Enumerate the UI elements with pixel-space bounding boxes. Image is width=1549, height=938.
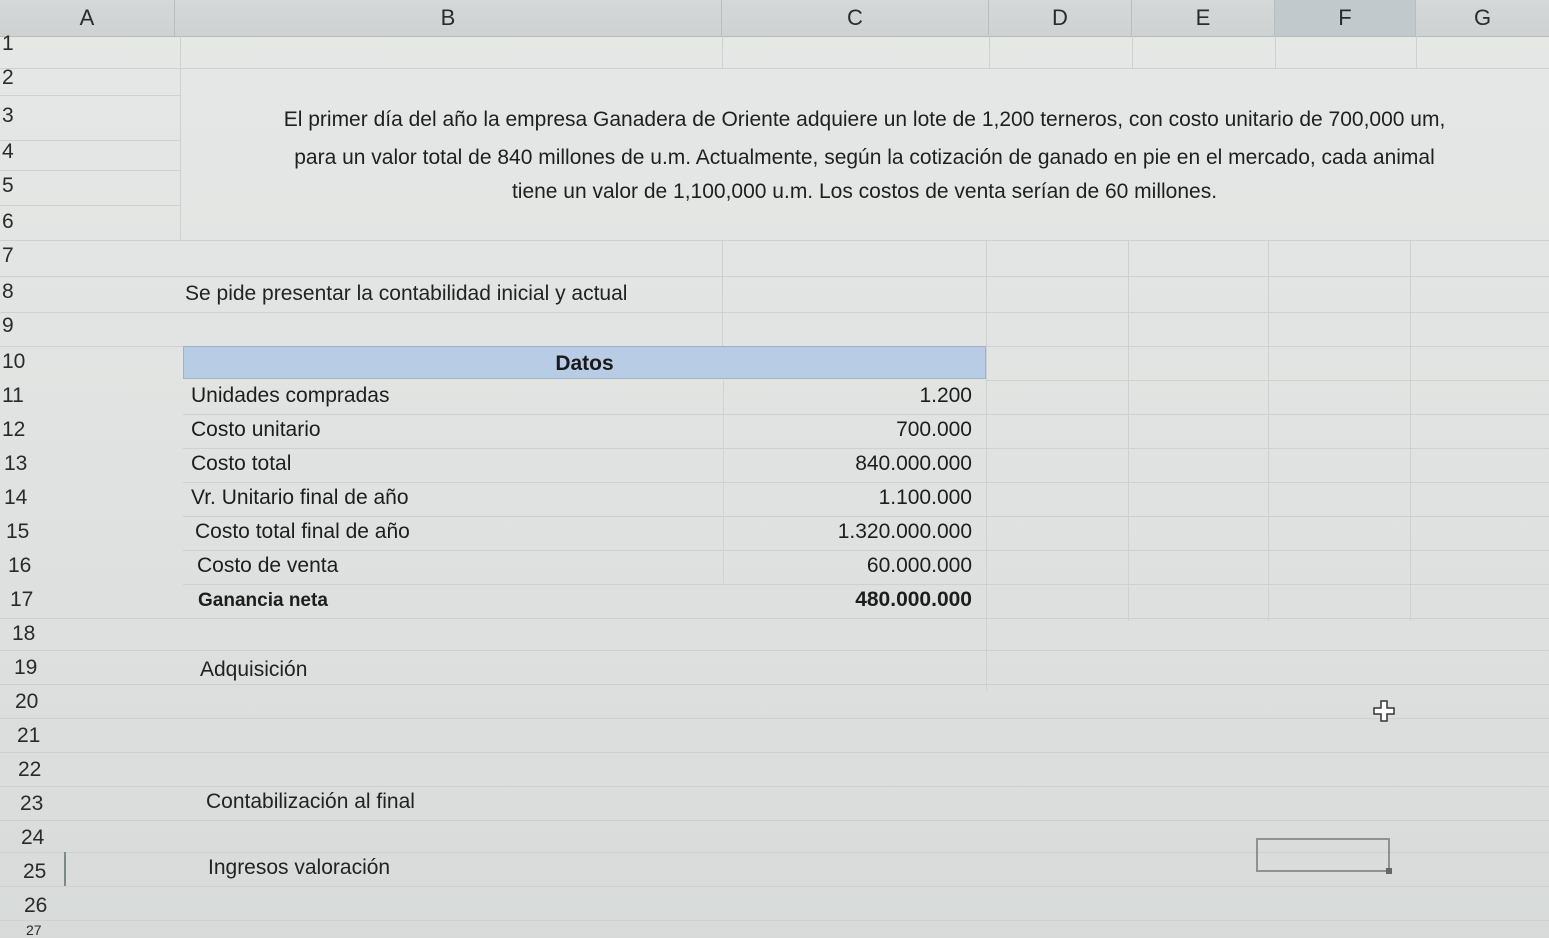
grid-line [1410, 241, 1411, 621]
problem-line-1: El primer día del año la empresa Ganadera de Oriente adquiere un lote de 1,200 terneros, con costo unitario de 700,000 um, [283, 108, 1446, 131]
column-header-g[interactable]: G [1473, 5, 1492, 30]
grid-line [0, 920, 1549, 921]
row-label: Unidades compradas [191, 384, 390, 407]
row-header[interactable]: 7 [2, 244, 14, 267]
row-header[interactable]: 13 [4, 452, 28, 475]
grid-line [0, 240, 1549, 241]
cell-cursor-icon [1373, 700, 1395, 722]
row-value: 1.100.000 [878, 486, 972, 509]
grid-line [723, 482, 724, 516]
row-header[interactable]: 1 [2, 32, 14, 55]
problem-line-2: para un valor total de 840 millones de u.m. Actualmente, según la cotización de ganado en pie en el mercado, cada animal [294, 146, 1435, 169]
row-header[interactable]: 19 [14, 656, 38, 679]
column-header-c[interactable]: C [722, 0, 989, 36]
table-row[interactable] [183, 414, 986, 449]
section-ingresos[interactable]: Ingresos valoración [208, 856, 391, 879]
fill-handle[interactable] [1386, 868, 1392, 874]
column-header-b[interactable]: B [175, 0, 722, 36]
row-header[interactable]: 16 [8, 554, 32, 577]
table-row-total[interactable] [183, 584, 986, 618]
row-header[interactable]: 9 [2, 314, 14, 337]
grid-line [1275, 36, 1276, 69]
row-value: 700.000 [896, 418, 972, 441]
grid-line [1416, 36, 1417, 69]
row-header[interactable]: 17 [10, 588, 34, 611]
row-label: Ganancia neta [198, 590, 328, 611]
grid-line [1132, 36, 1133, 69]
row-header[interactable]: 26 [24, 894, 48, 917]
row-value: 60.000.000 [866, 554, 972, 577]
row-header[interactable]: 2 [2, 66, 14, 89]
row-header[interactable]: 11 [2, 384, 24, 407]
grid-line [722, 36, 723, 69]
grid-line [0, 68, 1549, 69]
row-header[interactable]: 15 [6, 520, 30, 543]
row-header[interactable]: 18 [12, 622, 36, 645]
grid-line [722, 241, 723, 346]
row-header[interactable]: 10 [2, 350, 26, 373]
datos-table-header[interactable]: Datos [183, 346, 986, 379]
grid-line [723, 516, 724, 550]
grid-line [0, 684, 1549, 685]
column-header-e[interactable]: E [1132, 0, 1275, 36]
row-header[interactable]: 14 [4, 486, 28, 509]
row-header[interactable]: 21 [17, 724, 41, 747]
table-row[interactable] [183, 482, 986, 517]
grid-line [0, 618, 1549, 619]
grid-line [0, 886, 1549, 887]
column-header-d[interactable]: D [989, 0, 1132, 36]
row-value: 480.000.000 [855, 588, 972, 611]
table-row[interactable] [183, 516, 986, 551]
row-value: 840.000.000 [855, 452, 972, 475]
grid-line [989, 36, 990, 69]
column-header-a[interactable]: A [0, 0, 175, 36]
row-value: 1.200 [919, 384, 972, 407]
grid-line [0, 312, 1549, 313]
row-header[interactable]: 4 [2, 140, 14, 163]
instruction-cell[interactable]: Se pide presentar la contabilidad inicial y actual [185, 282, 628, 305]
column-header-bar [0, 0, 1549, 37]
table-row[interactable] [183, 380, 986, 415]
table-row[interactable] [183, 448, 986, 483]
section-adquisicion[interactable]: Adquisición [200, 658, 308, 681]
row-header[interactable]: 6 [2, 210, 14, 233]
grid-line [723, 448, 724, 482]
row-header[interactable]: 25 [23, 860, 47, 883]
row-header[interactable]: 23 [20, 792, 44, 815]
grid-line [0, 650, 1549, 651]
grid-line [0, 820, 1549, 821]
grid-line [0, 718, 1549, 719]
table-row[interactable] [183, 550, 986, 585]
row-header[interactable]: 20 [15, 690, 39, 713]
selected-cell[interactable] [1256, 838, 1390, 872]
grid-line [986, 241, 987, 691]
row-label: Costo total final de año [195, 520, 410, 543]
row-header[interactable]: 8 [2, 280, 14, 303]
grid-line [723, 414, 724, 448]
grid-line [1268, 241, 1269, 621]
row-value: 1.320.000.000 [837, 520, 972, 543]
row-label: Vr. Unitario final de año [191, 486, 409, 509]
problem-line-3: tiene un valor de 1,100,000 u.m. Los costos de venta serían de 60 millones. [511, 180, 1218, 203]
row-header[interactable]: 5 [2, 174, 14, 197]
column-header-f[interactable]: F [1275, 0, 1416, 36]
row-header-bar [0, 32, 64, 938]
row-label: Costo total [191, 452, 292, 475]
grid-line [1128, 241, 1129, 621]
grid-line [723, 550, 724, 584]
grid-line [180, 36, 181, 241]
row-label: Costo unitario [191, 418, 321, 441]
grid-line [0, 276, 1549, 277]
row-label: Costo de venta [197, 554, 339, 577]
row-header[interactable]: 3 [2, 104, 14, 127]
grid-line [0, 752, 1549, 753]
grid-line [723, 380, 724, 414]
row-header[interactable]: 22 [18, 758, 42, 781]
grid-line [0, 786, 1549, 787]
active-row-marker [0, 852, 66, 886]
row-header[interactable]: 12 [2, 418, 26, 441]
section-contabilizacion[interactable]: Contabilización al final [206, 790, 415, 813]
row-header[interactable]: 24 [21, 826, 45, 849]
row-header[interactable]: 27 [26, 922, 42, 938]
